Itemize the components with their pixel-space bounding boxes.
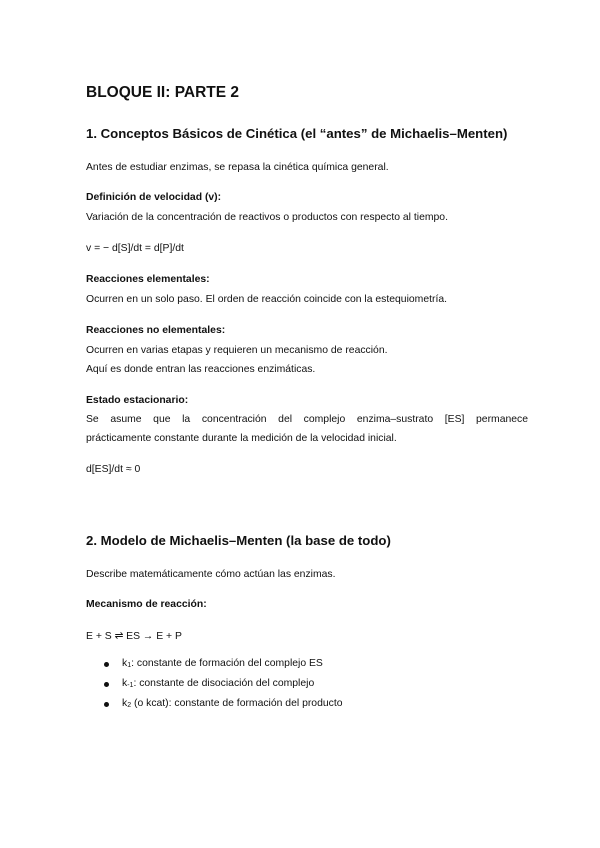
section-1-intro: Antes de estudiar enzimas, se repasa la cinética química general.: [86, 162, 389, 173]
bullet-icon: [104, 662, 109, 667]
list-item-text: $k_{-1}$: constante de disociación del complejo: [122, 678, 315, 689]
nonelementary-text-1: Ocurren en varias etapas y requieren un mecanismo de reacción.: [86, 345, 388, 356]
mechanism-label: Mecanismo de reacción:: [86, 599, 207, 610]
nonelementary-label: Reacciones no elementales:: [86, 325, 226, 336]
nonelementary-text-2: Aquí es donde entran las reacciones enzimáticas.: [86, 364, 316, 375]
steady-state-label: Estado estacionario:: [86, 395, 189, 406]
section-2-intro: Describe matemáticamente cómo actúan las enzimas.: [86, 569, 336, 580]
bullet-icon: [104, 702, 109, 707]
section-1-title: 1. Conceptos Básicos de Cinética (el “antes” de Michaelis–Menten): [86, 126, 508, 141]
bullet-icon: [104, 682, 109, 687]
mechanism-formula: E + S ⇌ ES → E + P: [86, 631, 182, 642]
list-item-text: $k_1$: constante de formación del complejo ES: [122, 658, 323, 669]
list-item-text: $k_2$ (o kcat): constante de formación del producto: [122, 698, 343, 709]
elementary-label: Reacciones elementales:: [86, 274, 210, 285]
elementary-text: Ocurren en un solo paso. El orden de reacción coincide con la estequiometría.: [86, 294, 447, 305]
block-title: BLOQUE II: PARTE 2: [86, 84, 240, 101]
velocity-formula: v = − d[S]/dt = d[P]/dt: [86, 243, 184, 254]
steady-state-text-2: prácticamente constante durante la medición de la velocidad inicial.: [86, 433, 397, 444]
velocity-text: Variación de la concentración de reactivos o productos con respecto al tiempo.: [86, 212, 448, 223]
velocity-label: Definición de velocidad (v):: [86, 192, 222, 203]
steady-state-text-1: Se asume que la concentración del complejo enzima–sustrato [ES] permanece: [86, 414, 528, 425]
steady-state-formula: d[ES]/dt ≈ 0: [86, 464, 141, 475]
section-2-title: 2. Modelo de Michaelis–Menten (la base de todo): [86, 533, 391, 548]
